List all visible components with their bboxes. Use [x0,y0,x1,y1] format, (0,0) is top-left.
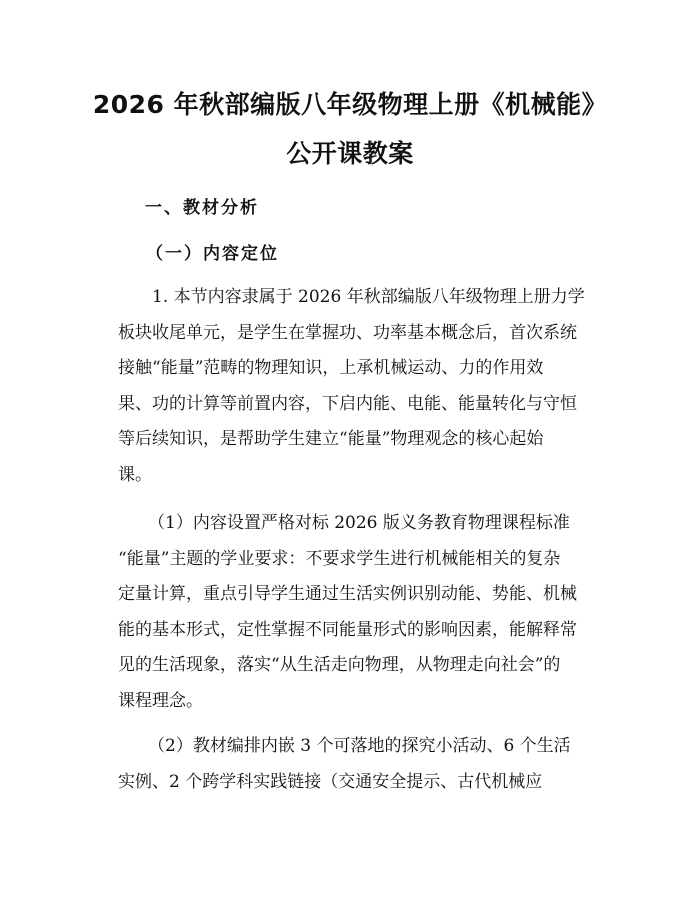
paragraph-line: 能的基本形式，定性掌握不同能量形式的影响因素，能解释常 [118,619,577,640]
document-title-line2: 公开课教案 [286,139,414,168]
paragraph-line: （1）内容设置严格对标 2026 版义务教育物理课程标准 [148,513,570,533]
document-title-line1: 2026 年秋部编版八年级物理上册《机械能》 [92,90,608,119]
paragraph-line: 接触“能量”范畴的物理知识，上承机械运动、力的作用效 [118,358,544,379]
paragraph-3 [118,729,596,800]
paragraph-line: 课。 [118,464,152,485]
paragraph-line: （2）教材编排内嵌 3 个可落地的探究小活动、6 个生活 [148,736,571,756]
paragraph-line: 果、功的计算等前置内容，下启内能、电能、能量转化与守恒 [118,393,577,414]
paragraph-line: 课程理念。 [118,690,203,711]
paragraph-line: 1. 本节内容隶属于 2026 年秋部编版八年级物理上册力学 [152,287,585,307]
paragraph-line: 板块收尾单元，是学生在掌握功、功率基本概念后，首次系统 [118,322,577,343]
paragraph-2 [118,506,596,720]
paragraph-1 [118,280,596,494]
paragraph-line: 实例、2 个跨学科实践链接（交通安全提示、古代机械应 [118,771,543,792]
paragraph-line: 等后续知识，是帮助学生建立“能量”物理观念的核心起始 [118,429,544,450]
section-heading: 一、教材分析 [145,198,259,218]
paragraph-line: “能量”主题的学业要求：不要求学生进行机械能相关的复杂 [118,548,561,569]
paragraph-line: 定量计算，重点引导学生通过生活实例识别动能、势能、机械 [118,584,577,605]
subsection-heading: （一）内容定位 [146,244,279,264]
paragraph-line: 见的生活现象，落实“从生活走向物理，从物理走向社会”的 [118,655,561,676]
